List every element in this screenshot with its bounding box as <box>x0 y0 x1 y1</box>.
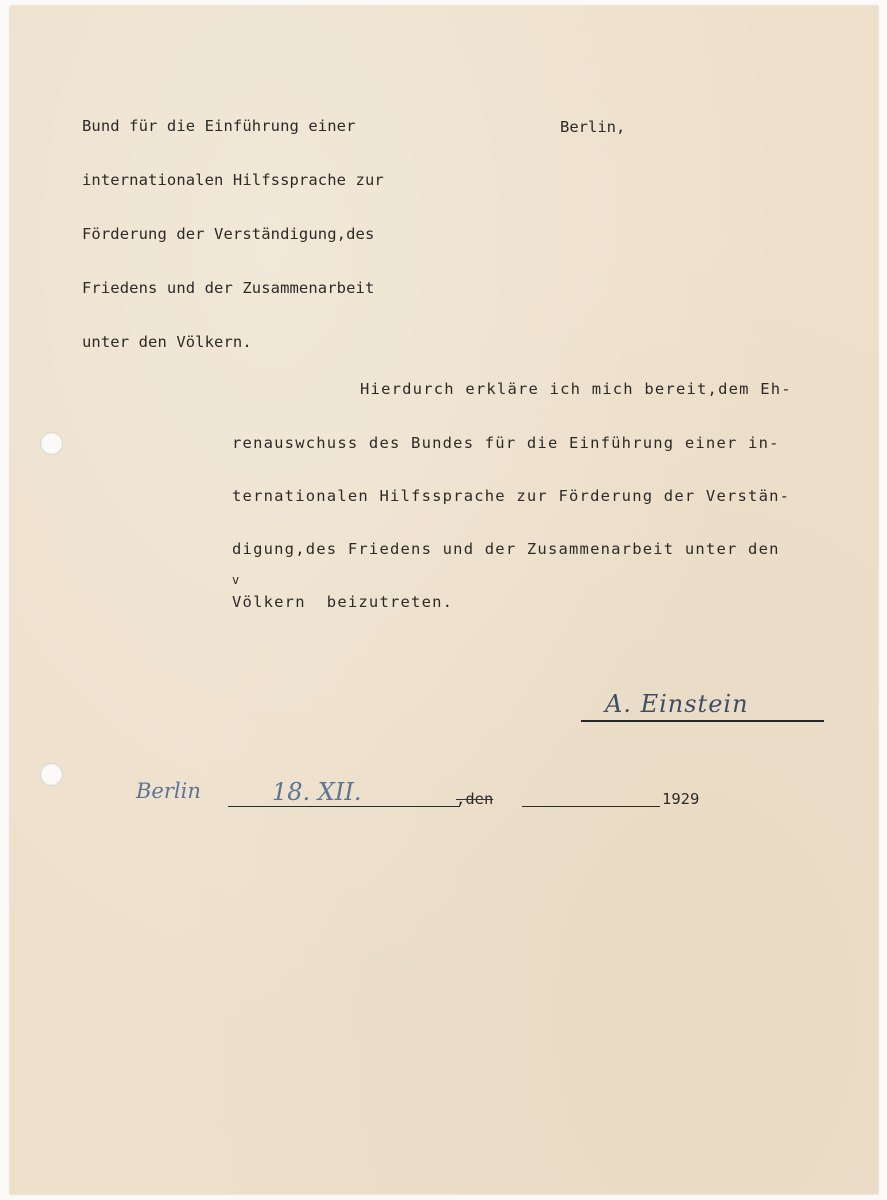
year: 1929 <box>662 790 700 808</box>
handwritten-place: Berlin <box>136 779 201 803</box>
letterhead-line: Friedens und der Zusammenarbeit <box>82 279 375 297</box>
date-underline <box>228 806 460 807</box>
correction-mark: v <box>232 573 241 587</box>
handwritten-date: 18. XII. <box>272 778 362 806</box>
document-page <box>10 6 878 1194</box>
place-heading: Berlin, <box>560 118 626 136</box>
declaration-line: renauswchuss des Bundes für die Einführung einer in- <box>232 434 780 452</box>
declaration-line: ternationalen Hilfssprache zur Förderung der Verstän- <box>232 487 791 505</box>
letterhead-line: unter den Völkern. <box>82 333 252 351</box>
punch-hole-bottom <box>40 763 63 786</box>
date-underline <box>522 806 660 807</box>
letterhead-line: Bund für die Einführung einer <box>82 117 356 135</box>
signature-line <box>581 720 824 722</box>
declaration-line: Völkern beizutreten. <box>232 593 454 611</box>
letterhead-line: internationalen Hilfssprache zur <box>82 171 384 189</box>
declaration-line: digung,des Friedens und der Zusammenarbeit unter den <box>232 540 780 558</box>
signature: A. Einstein <box>605 690 749 718</box>
punch-hole-top <box>40 432 63 455</box>
letterhead-line: Förderung der Verständigung,des <box>82 225 375 243</box>
struck-word: ,den <box>456 790 494 808</box>
declaration-line: Hierdurch erkläre ich mich bereit,dem Eh- <box>360 380 792 398</box>
letterhead <box>82 81 384 387</box>
